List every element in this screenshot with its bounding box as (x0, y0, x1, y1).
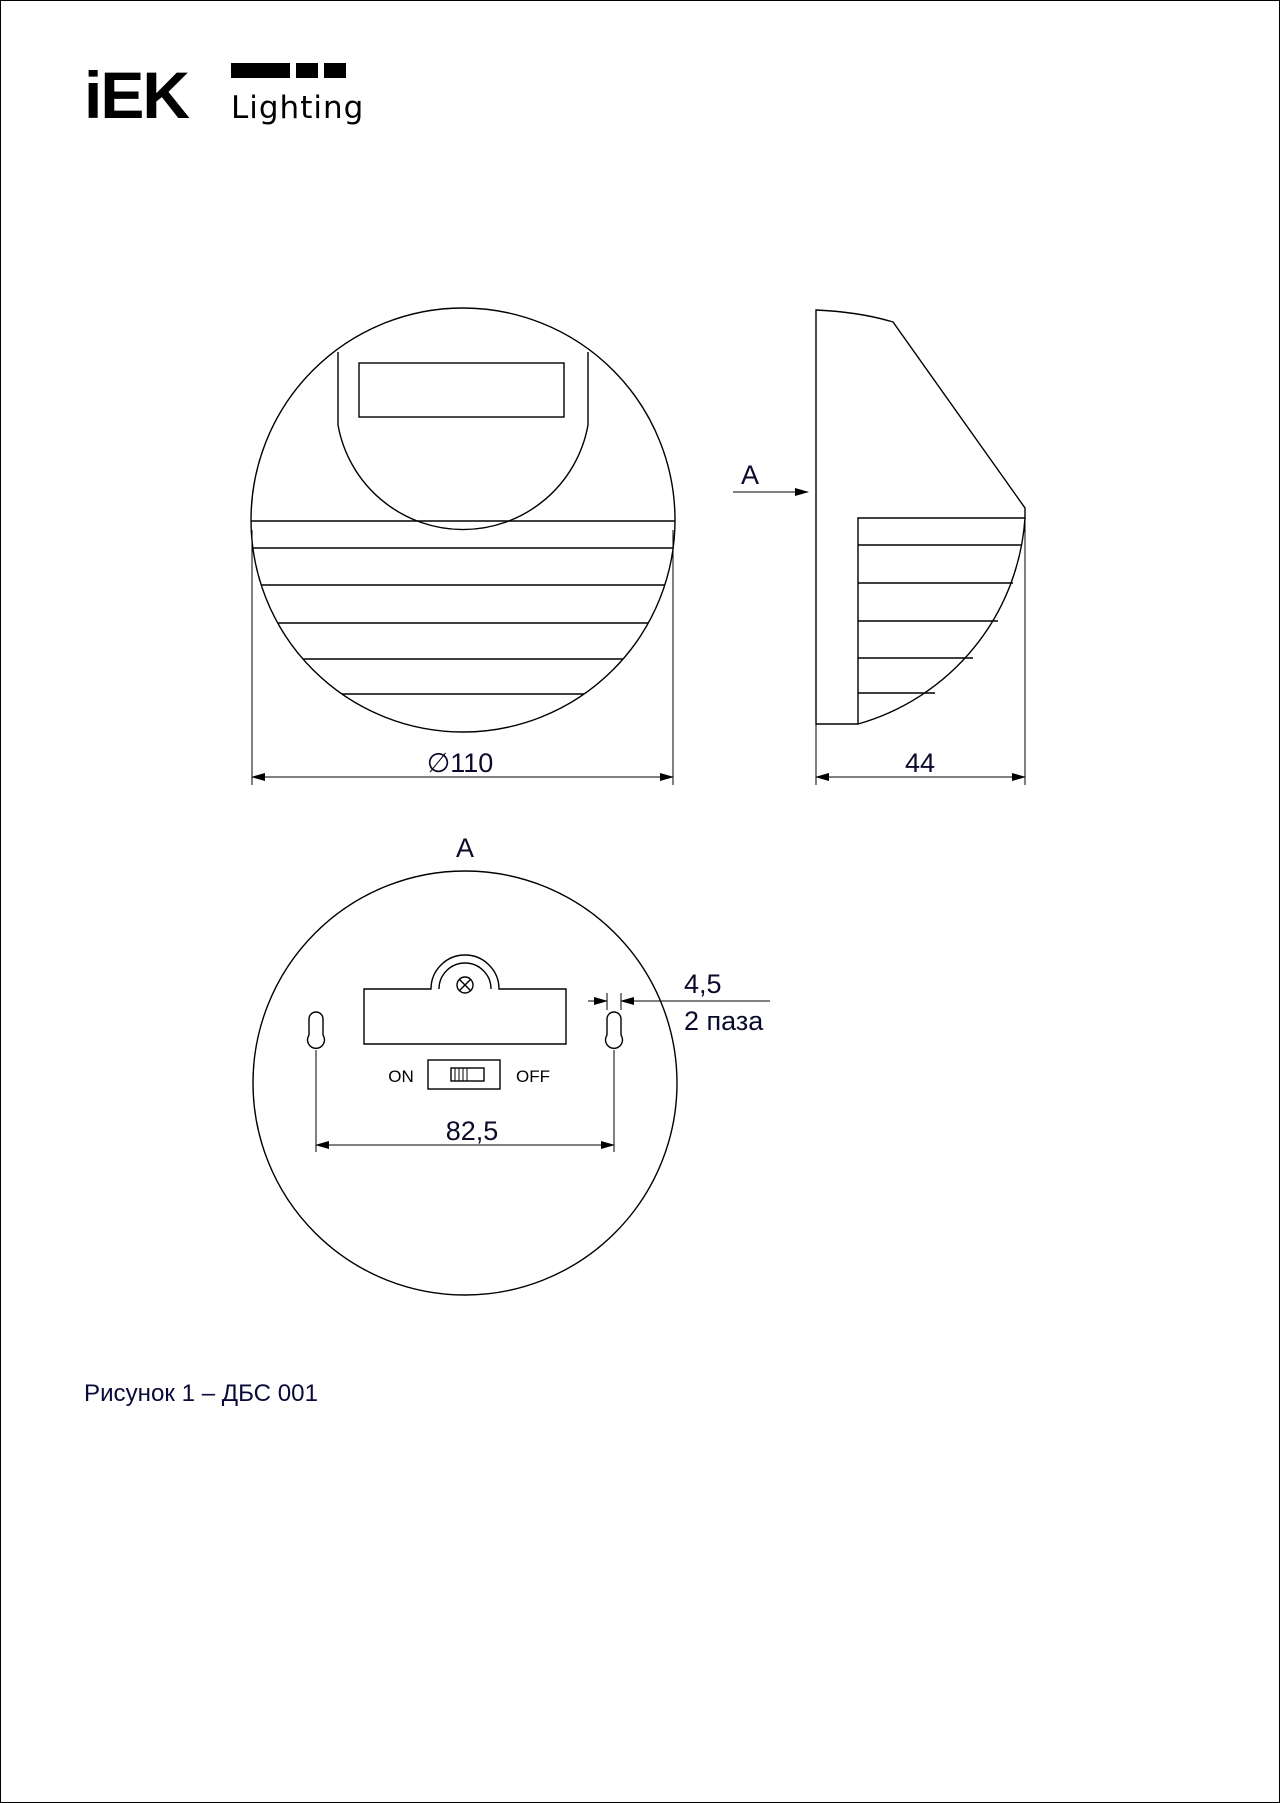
side-outline (816, 310, 1025, 724)
back-outline (253, 871, 677, 1295)
side-view (733, 310, 1025, 785)
slot-width-label: 4,5 (684, 969, 722, 999)
slot-count-label: 2 паза (684, 1006, 764, 1036)
side-louvers (858, 545, 1021, 693)
front-louvers (240, 521, 690, 694)
logo-bars-icon (231, 63, 346, 78)
back-view-title: A (455, 833, 475, 863)
keyhole-slot-left-icon (307, 1012, 324, 1048)
figure-caption: Рисунок 1 – ДБС 001 (84, 1380, 318, 1407)
switch-on-label: ON (388, 1067, 414, 1086)
battery-compartment (364, 955, 566, 1044)
diameter-label: ∅110 (426, 748, 494, 778)
slide-switch-icon (451, 1068, 484, 1081)
sensor-window (359, 363, 564, 417)
logo-sub: Lighting (231, 90, 365, 126)
front-outline (251, 308, 675, 732)
switch-housing (428, 1060, 500, 1089)
logo-mark: iEK (84, 58, 189, 132)
depth-label: 44 (904, 748, 936, 778)
front-window-housing (338, 352, 588, 530)
hole-spacing-label: 82,5 (445, 1116, 499, 1146)
keyhole-slot-right-icon (606, 1012, 623, 1048)
iek-logo (84, 58, 364, 132)
screw-icon (457, 977, 473, 993)
back-view (253, 833, 770, 1295)
front-view (240, 308, 690, 785)
switch-off-label: OFF (516, 1067, 550, 1086)
view-arrow-label: A (740, 460, 760, 490)
